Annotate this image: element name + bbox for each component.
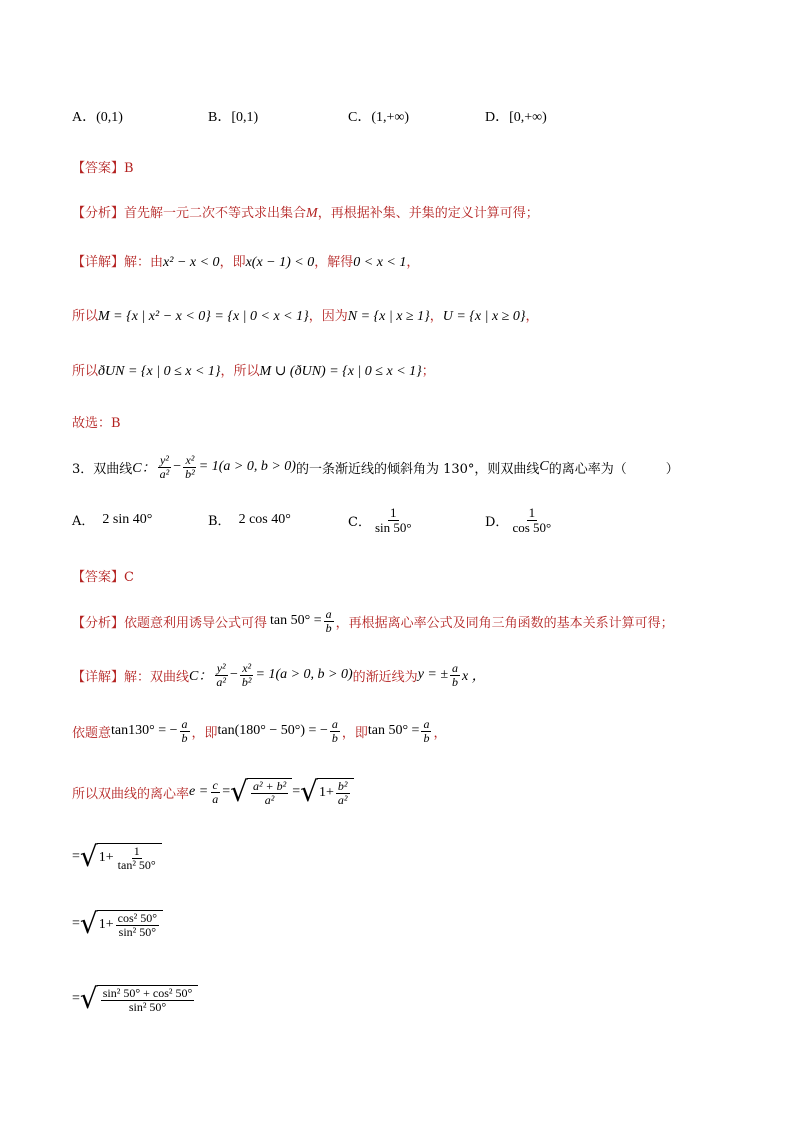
detail-text: ，所以 [220,364,260,379]
q3-analysis-line [72,608,674,634]
detail-text: 解：由 [124,255,164,270]
option-value: 2 sin 40° [102,511,153,527]
detail-text: 所以双曲线的离心率 [72,786,190,802]
y2-over-a2: $\frac{\text{y²}}{\text{a²}}$ [159,453,170,481]
detail-line-3 [72,360,435,380]
detail-line-1 [72,251,419,271]
a-over-b: $\frac{a}{b}$ [423,717,430,745]
curve-c: C： [132,461,156,477]
equation-rhs: = 1(a > 0, b > 0) [255,667,353,683]
set-m-def: M = {x | x² − x < 0} = {x | 0 < x < 1} [98,309,309,324]
stem-text-3: 的离心率为（ ） [548,461,679,477]
tan130: tan130° = − [111,723,178,739]
analysis-text-end: ，再根据补集、并集的定义计算可得； [317,206,539,221]
inequality: x² − x < 0 [163,255,220,270]
stem-text: 双曲线 [93,461,133,477]
q3-option-a [72,510,152,529]
option-label: D． [485,514,509,530]
tan-identity: tan(180° − 50°) = − [217,723,328,739]
answer-tag: 【答案】 [72,570,125,585]
detail-text: 解：双曲线 [124,669,190,685]
analysis-text: 依题意利用诱导公式可得 [124,615,268,631]
option-label: B． [208,514,231,529]
step-3: = √ $\frac{\text{sin² 50° + cos² 50°}}{\text{sin² 50°}}$ [72,985,198,1013]
q3-answer-line [72,566,134,585]
x2-over-b2: $\frac{\text{x²}}{\text{b²}}$ [185,453,195,481]
complement-n: ðUN = {x | 0 ≤ x < 1} [98,364,221,379]
eccentricity: e = [189,784,209,800]
detail-text: ， [433,725,447,741]
detail-text: ， [429,309,443,324]
x2-over-b2: $\frac{\text{x²}}{\text{b²}}$ [241,661,252,689]
detail-tag: 【详解】 [72,255,125,270]
detail-tag: 【详解】 [72,669,125,685]
q3-detail-line-3: 所以双曲线的离心率 e = $\frac{c}{a}$ = √ $\frac{\text{a² + b²}}{\text{a²}}$ = √ 1+ $\frac{\text{b²}}{\text{a²}}$ [72,778,354,806]
q3-stem: 3． 双曲线 C： $\frac{\text{y²}}{\text{a²}}$ − $\frac{\text{x²}}{\text{b²}}$ = 1(a > 0, b > 0) 的一条渐近线的倾斜角为 130°，则双曲线 C 的离心率为（ ） [72,453,679,481]
set-u-def: U = {x | x ≥ 0} [442,309,526,324]
detail-text: ，解得 [314,255,354,270]
analysis-line [72,202,539,222]
detail-text: ， [525,309,539,324]
option-a: A．(0,1) [72,110,123,125]
detail-text: 的渐近线为 [352,669,418,685]
sqrt-expr-1: √ $\frac{\text{a² + b²}}{\text{a²}}$ [230,778,292,806]
a-over-b: $\frac{a}{b}$ [331,717,338,745]
inequality-factored: x(x − 1) < 0 [245,255,315,270]
asymptote: y = ± [417,667,449,683]
set-m: M [306,206,318,221]
detail-text: ，即 [191,725,218,741]
a-over-b: $\frac{a}{b}$ [325,607,332,635]
answer-value: C [124,570,134,585]
solution: 0 < x < 1 [353,255,407,270]
detail-text: ，即 [341,725,368,741]
analysis-tag: 【分析】 [72,206,125,221]
q3-option-c [348,506,416,534]
stem-text-2: 的一条渐近线的倾斜角为 130°，则双曲线 [295,461,540,477]
detail-text: ，即 [219,255,246,270]
analysis-tag: 【分析】 [72,615,125,631]
detail-text: 所以 [72,364,99,379]
option-fraction: $\frac{1}{\sin 50^\circ}$ [374,505,412,535]
c-over-a: $\frac{c}{a}$ [212,778,219,806]
detail-text: x ， [462,669,486,685]
q3-detail-line-1: 【详解】 解：双曲线 C： $\frac{\text{y²}}{\text{a²}}$ − $\frac{\text{x²}}{\text{b²}}$ = 1(a > 0, b > 0) 的渐近线为 y = ± $\frac{a}{b}$ x ， [72,661,486,689]
step-2: = √ 1+ $\frac{\text{cos² 50°}}{\text{sin² 50°}}$ [72,910,163,938]
sqrt-expr-2: √ 1+ $\frac{\text{b²}}{\text{a²}}$ [300,778,353,806]
a-over-b: $\frac{a}{b}$ [452,661,459,689]
answer-line [72,157,134,176]
a-over-b: $\frac{a}{b}$ [181,717,188,745]
option-d: D．[0,+∞) [485,110,547,125]
option-b: B．[0,1) [208,110,259,125]
union-result: M ∪ (ðUN) = {x | 0 ≤ x < 1} [259,364,422,379]
detail-text: ， [406,255,420,270]
q3-option-b [208,510,291,529]
step-1: = √ 1+ $\frac{1}{\text{tan² 50°}}$ [72,843,162,871]
y2-over-a2: $\frac{\text{y²}}{\text{a²}}$ [216,661,226,689]
detail-text: 所以 [72,309,99,324]
question-number: 3． [72,461,94,477]
q3-option-d [485,506,555,534]
choice-line: 故选：B [72,416,121,431]
detail-text: ； [421,364,435,379]
answer-value: B [124,161,134,176]
option-fraction: $\frac{1}{\cos 50^\circ}$ [512,505,552,535]
curve-c-ref: C [539,459,549,475]
detail-line-2 [72,305,538,325]
set-n-def: N = {x | x ≥ 1} [347,309,430,324]
analysis-text-end: ，再根据离心率公式及同角三角函数的基本关系计算可得； [335,615,674,631]
detail-text: ，因为 [308,309,348,324]
option-value: 2 cos 40° [238,511,291,527]
curve-c: C： [189,669,213,685]
detail-text: 依题意 [72,725,112,741]
option-c: C．(1,+∞) [348,110,410,125]
equation-rhs: = 1(a > 0, b > 0) [198,459,296,475]
answer-tag: 【答案】 [72,161,125,176]
tan-expression: tan 50° = [270,613,322,629]
option-label: C． [348,514,371,530]
analysis-text: 首先解一元二次不等式求出集合 [124,206,307,221]
q3-detail-line-2 [72,718,446,744]
tan50: tan 50° = [367,723,420,739]
option-label: A． [72,514,95,529]
